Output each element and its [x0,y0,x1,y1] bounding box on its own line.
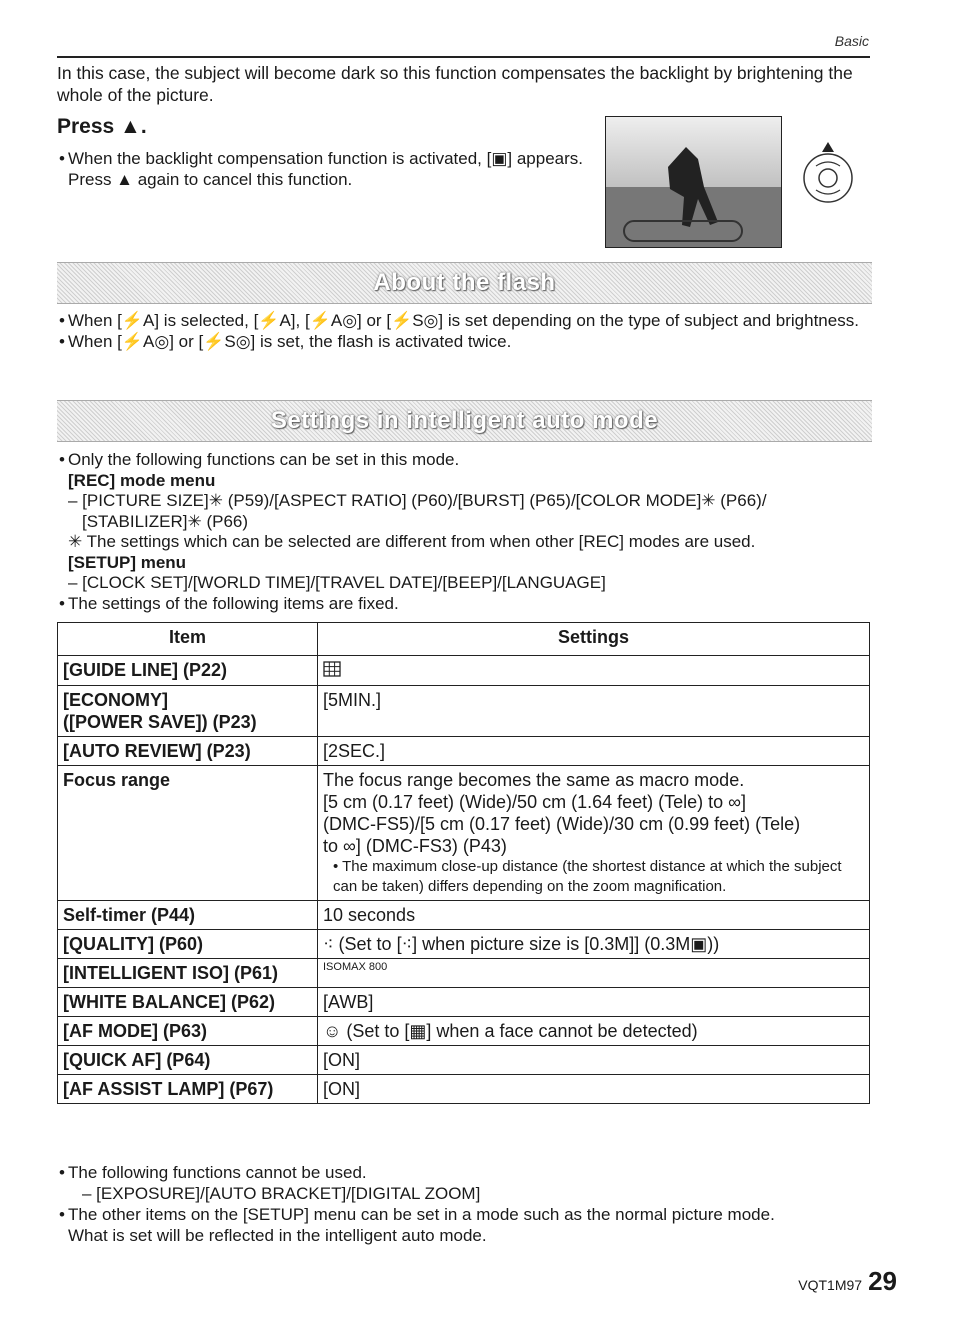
row-setting: [ON] [318,1046,870,1075]
rec-menu-note: ✳ The settings which can be selected are different from when other [REC] modes are used. [68,532,756,551]
row-setting: [ON] [318,1075,870,1104]
footer-note-2-cont: What is set will be reflected in the intelligent auto mode. [68,1226,487,1245]
table-row [58,930,870,959]
row-setting: [5MIN.] [318,686,870,737]
table-row [58,1046,870,1075]
table-row [58,988,870,1017]
row-setting: ⁖ (Set to [⁖] when picture size is [0.3M]] (0.3M▣)) [318,930,870,959]
page-footer [798,1266,897,1297]
table-row [58,686,870,737]
row-item: Self-timer (P44) [58,901,318,930]
header-rule [57,56,870,58]
flash-note-2: • When [⚡A◎] or [⚡S◎] is set, the flash is activated twice. [68,331,868,352]
row-item: [ECONOMY] ([POWER SAVE]) (P23) [58,686,318,737]
row-item: [AF ASSIST LAMP] (P67) [58,1075,318,1104]
row-item: [QUICK AF] (P64) [58,1046,318,1075]
row-setting: [AWB] [318,988,870,1017]
row-item: [INTELLIGENT ISO] (P61) [58,959,318,988]
focus-range-text: The focus range becomes the same as macro mode. [5 cm (0.17 feet) (Wide)/50 cm (1.64 feet) (Tele) to ∞] (DMC-FS5)/[5 cm (0.17 feet) (Wide)/30 cm (0.99 feet) (Tele) to ∞] (DMC-FS3) (P43) [323,770,801,857]
setup-menu-heading: [SETUP] menu [68,552,187,572]
press-bullet-text: • When the backlight compensation function is activated, [▣] appears. [68,148,588,169]
row-item: Focus range [58,766,318,901]
table-header-settings: Settings [318,623,870,656]
table-row [58,766,870,901]
iauto-note-2: • The settings of the following items are fixed. [68,594,868,615]
flash-banner-title: About the flash [373,269,556,296]
table-row [58,901,870,930]
page-code: VQT1M97 [798,1277,863,1293]
row-item: [QUALITY] (P60) [58,930,318,959]
iauto-banner [57,400,872,442]
footer-note-1: • The following functions cannot be used. [68,1162,878,1183]
dog-photo-icon [606,117,782,248]
up-button-icon [800,140,856,209]
press-line2: Press ▲ again to cancel this function. [68,170,353,189]
row-setting [318,766,870,901]
row-item: [WHITE BALANCE] (P62) [58,988,318,1017]
focus-range-note: • The maximum close-up distance (the shortest distance at which the subject can be taken) differs depending on the zoom magnification. [333,858,842,896]
press-heading: Press ▲. [57,115,147,138]
section-tag: Basic [834,33,869,49]
flash-banner [57,262,872,304]
iauto-banner-title: Settings in intelligent auto mode [270,407,659,434]
table-row [58,656,870,686]
footer-note-1-items: – [EXPOSURE]/[AUTO BRACKET]/[DIGITAL ZOOM] [82,1184,481,1203]
fixed-settings-table [57,622,870,1104]
flash-notes [68,310,868,352]
row-setting: ☺ (Set to [▦] when a face cannot be detected) [318,1017,870,1046]
rec-menu-items-2: [STABILIZER]✳ (P66) [82,511,249,531]
guide-line-icon [323,660,341,682]
table-header-item: Item [58,623,318,656]
row-setting: 10 seconds [318,901,870,930]
row-setting: [2SEC.] [318,737,870,766]
intro-text: In this case, the subject will become dark so this function compensates the backlight by brightening the whole of the picture. [57,63,853,105]
setup-menu-items: – [CLOCK SET]/[WORLD TIME]/[TRAVEL DATE]/[BEEP]/[LANGUAGE] [68,573,606,592]
table-row [58,1075,870,1104]
row-item: [GUIDE LINE] (P22) [58,656,318,686]
flash-note-1: • When [⚡A] is selected, [⚡A], [⚡A◎] or [⚡S◎] is set depending on the type of subject and brightness. [68,310,868,331]
row-setting: ISOMAX 800 [318,959,870,988]
row-item: [AUTO REVIEW] (P23) [58,737,318,766]
table-row [58,1017,870,1046]
table-row [58,737,870,766]
rec-menu-heading: [REC] mode menu [68,470,216,490]
row-setting [318,656,870,686]
lcd-screenshot [605,116,782,248]
rec-menu-items-1: – [PICTURE SIZE]✳ (P59)/[ASPECT RATIO] (P60)/[BURST] (P65)/[COLOR MODE]✳ (P66)/ [68,491,767,510]
iauto-note-1: • Only the following functions can be set in this mode. [68,450,868,471]
page-number: 29 [868,1266,897,1296]
table-header-row [58,623,870,656]
footer-note-2: • The other items on the [SETUP] menu can be set in a mode such as the normal picture mode. [68,1204,878,1225]
iauto-notes [68,450,868,614]
row-item: [AF MODE] (P63) [58,1017,318,1046]
footer-notes [68,1162,878,1246]
press-bullet [68,148,588,190]
table-row [58,959,870,988]
